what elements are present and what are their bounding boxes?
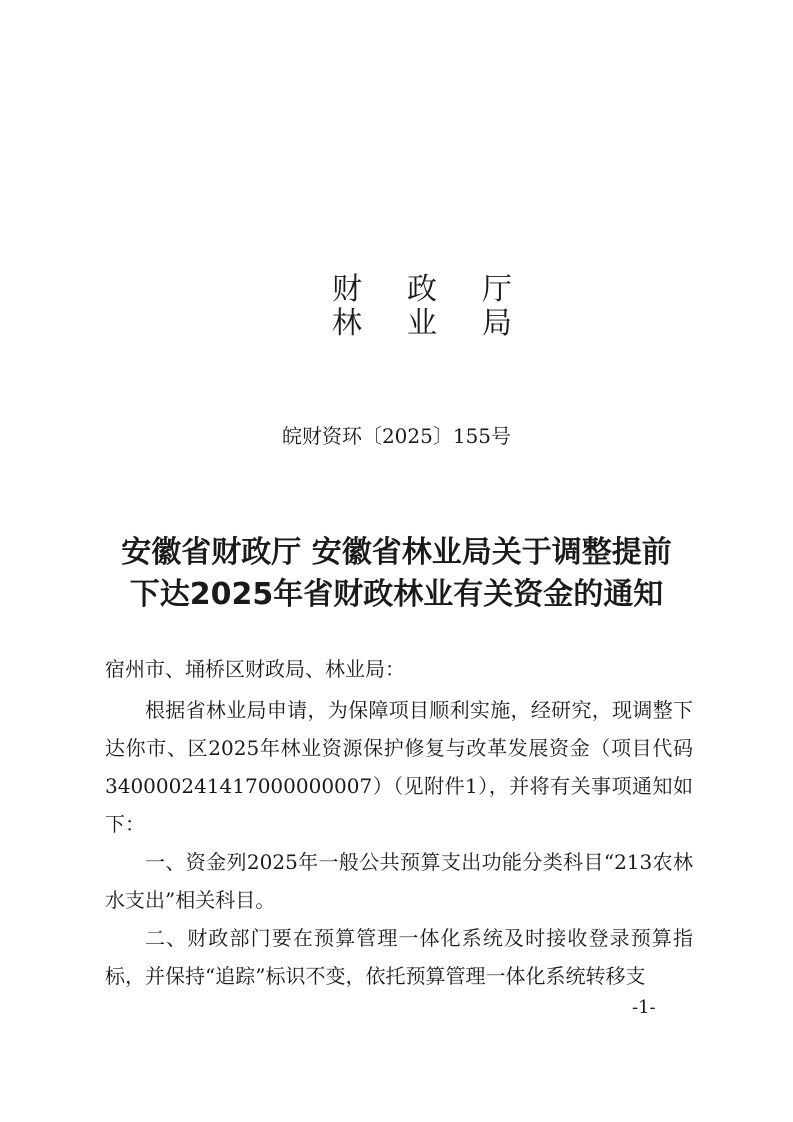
- issuer-char: 林: [332, 306, 362, 341]
- document-title-line-1: 安徽省财政厅 安徽省林业局关于调整提前: [121, 535, 672, 570]
- document-title-line-2: 下达2025年省财政林业有关资金的通知: [129, 577, 664, 612]
- body-paragraph: 根据省林业局申请，为保障项目顺利实施，经研究，现调整下达你市、区2025年林业资源保护修复与改革发展资金（项目代码340000241417000000007）（见附件1），并将有关事项通知如下：: [105, 698, 693, 836]
- body-paragraph: 一、资金列2025年一般公共预算支出功能分类科目“213农林水支出”相关科目。: [105, 850, 693, 912]
- salutation: 宿州市、埇桥区财政局、林业局：: [105, 657, 405, 681]
- page-number: -1-: [632, 997, 656, 1018]
- document-number: 皖财资环〔2025〕155号: [281, 424, 512, 448]
- issuer-char: 财: [332, 272, 362, 307]
- issuer-char: 政: [407, 272, 437, 307]
- issuer-row-finance: [332, 272, 512, 308]
- issuer-char: 业: [407, 306, 437, 341]
- issuer-char: 局: [482, 306, 512, 341]
- issuer-row-forestry: [332, 306, 512, 342]
- issuer-char: 厅: [482, 272, 512, 307]
- body-paragraph: 二、财政部门要在预算管理一体化系统及时接收登录预算指标，并保持“追踪”标识不变，依托预算管理一体化系统转移支: [105, 926, 693, 988]
